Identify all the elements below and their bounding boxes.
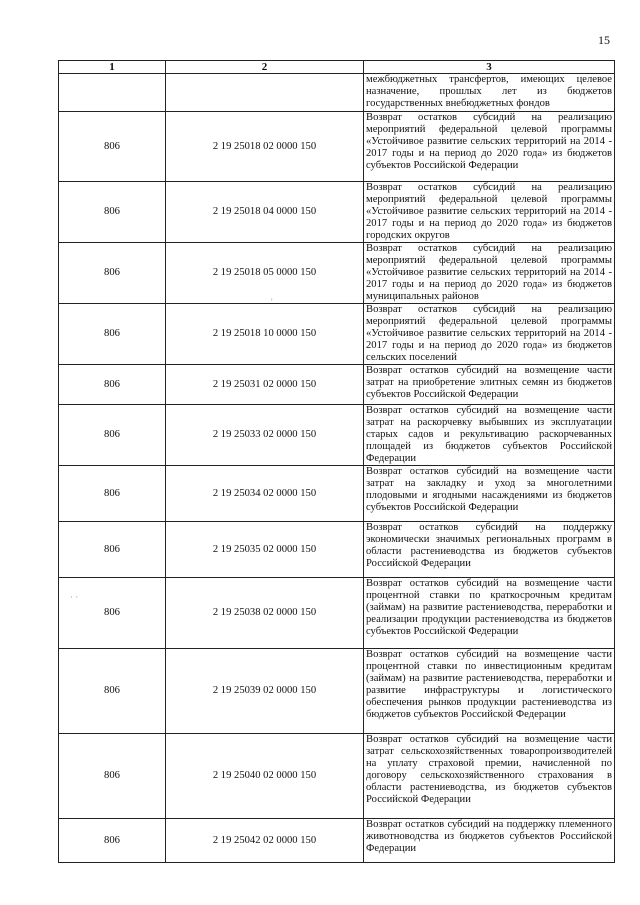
budget-code-cell: 2 19 25038 02 0000 150	[166, 578, 364, 649]
admin-code-cell: 806	[59, 522, 166, 578]
column-header-1: 1	[59, 61, 166, 74]
table-row	[59, 112, 615, 182]
admin-code-cell: 806	[59, 819, 166, 863]
table-row	[59, 578, 615, 649]
description-cell: межбюджетных трансфертов, имеющих целевое назначение, прошлых лет из бюджетов государственных внебюджетных фондов	[364, 74, 615, 112]
admin-code-cell: 806	[59, 734, 166, 819]
budget-code-cell: 2 19 25040 02 0000 150	[166, 734, 364, 819]
description-cell: Возврат остатков субсидий на возмещение части процентной ставки по краткосрочным кредитам (займам) на развитие растениеводства, переработки и реализации продукции растениеводства из бюджетов субъектов Российской Федерации	[364, 578, 615, 649]
budget-code-cell: 2 19 25018 05 0000 150	[166, 243, 364, 304]
table-row	[59, 365, 615, 405]
budget-code-cell: 2 19 25035 02 0000 150	[166, 522, 364, 578]
description-cell: Возврат остатков субсидий на реализацию мероприятий федеральной целевой программы «Устойчивое развитие сельских территорий на 2014 - 2017 годы и на период до 2020 года» из бюджетов сельских поселений	[364, 304, 615, 365]
table-row	[59, 304, 615, 365]
column-header-3: 3	[364, 61, 615, 74]
table-body	[59, 74, 615, 863]
description-cell: Возврат остатков субсидий на поддержку экономически значимых региональных программ в области растениеводства из бюджетов субъектов Российской Федерации	[364, 522, 615, 578]
budget-code-cell: 2 19 25018 04 0000 150	[166, 182, 364, 243]
admin-code-cell: 806	[59, 243, 166, 304]
table-row	[59, 74, 615, 112]
table-row	[59, 466, 615, 522]
admin-code-cell: 806	[59, 112, 166, 182]
table-row	[59, 649, 615, 734]
column-header-2: 2	[166, 61, 364, 74]
admin-code-cell: 806	[59, 649, 166, 734]
description-cell: Возврат остатков субсидий на возмещение части затрат на закладку и уход за многолетними плодовыми и ягодными насаждениями из бюджетов субъектов Российской Федерации	[364, 466, 615, 522]
budget-code-cell: 2 19 25018 02 0000 150	[166, 112, 364, 182]
budget-code-cell: 2 19 25033 02 0000 150	[166, 405, 364, 466]
table-header-row	[59, 61, 615, 74]
admin-code-cell: 806	[59, 578, 166, 649]
admin-code-cell	[59, 74, 166, 112]
admin-code-cell: 806	[59, 405, 166, 466]
admin-code-cell: 806	[59, 466, 166, 522]
admin-code-cell: 806	[59, 365, 166, 405]
admin-code-cell: 806	[59, 182, 166, 243]
page-number: 15	[598, 33, 610, 47]
scan-artifact: · ·	[70, 592, 79, 602]
table-row	[59, 405, 615, 466]
table-row	[59, 243, 615, 304]
budget-code-cell: 2 19 25031 02 0000 150	[166, 365, 364, 405]
table-row	[59, 734, 615, 819]
table-row	[59, 819, 615, 863]
budget-code-cell	[166, 74, 364, 112]
description-cell: Возврат остатков субсидий на реализацию мероприятий федеральной целевой программы «Устойчивое развитие сельских территорий на 2014 - 2017 годы и на период до 2020 года» из бюджетов городских округов	[364, 182, 615, 243]
budget-code-cell: 2 19 25018 10 0000 150	[166, 304, 364, 365]
budget-code-cell: 2 19 25039 02 0000 150	[166, 649, 364, 734]
description-cell: Возврат остатков субсидий на возмещение части процентной ставки по инвестиционным кредитам (займам) на развитие растениеводства, переработки и развитие инфраструктуры и логистического обеспечения рынков продукции растениеводства из бюджетов субъектов Российской Федерации	[364, 649, 615, 734]
table-row	[59, 182, 615, 243]
admin-code-cell: 806	[59, 304, 166, 365]
description-cell: Возврат остатков субсидий на возмещение части затрат сельскохозяйственных товаропроизводителей на уплату страховой премии, начисленной по договору сельскохозяйственного страхования в области растениеводства, из бюджетов субъектов Российской Федерации	[364, 734, 615, 819]
description-cell: Возврат остатков субсидий на реализацию мероприятий федеральной целевой программы «Устойчивое развитие сельских территорий на 2014 - 2017 годы и на период до 2020 года» из бюджетов субъектов Российской Федерации	[364, 112, 615, 182]
scan-artifact: '	[271, 297, 273, 307]
budget-classification-table	[58, 60, 615, 863]
description-cell: Возврат остатков субсидий на возмещение части затрат на приобретение элитных семян из бюджетов субъектов Российской Федерации	[364, 365, 615, 405]
description-cell: Возврат остатков субсидий на поддержку племенного животноводства из бюджетов субъектов Российской Федерации	[364, 819, 615, 863]
table-row	[59, 522, 615, 578]
description-cell: Возврат остатков субсидий на возмещение части затрат на раскорчевку выбывших из эксплуатации старых садов и рекультивацию раскорчеванных площадей из бюджетов субъектов Российской Федерации	[364, 405, 615, 466]
budget-code-cell: 2 19 25042 02 0000 150	[166, 819, 364, 863]
budget-code-cell: 2 19 25034 02 0000 150	[166, 466, 364, 522]
description-cell: Возврат остатков субсидий на реализацию мероприятий федеральной целевой программы «Устойчивое развитие сельских территорий на 2014 - 2017 годы и на период до 2020 года» из бюджетов муниципальных районов	[364, 243, 615, 304]
